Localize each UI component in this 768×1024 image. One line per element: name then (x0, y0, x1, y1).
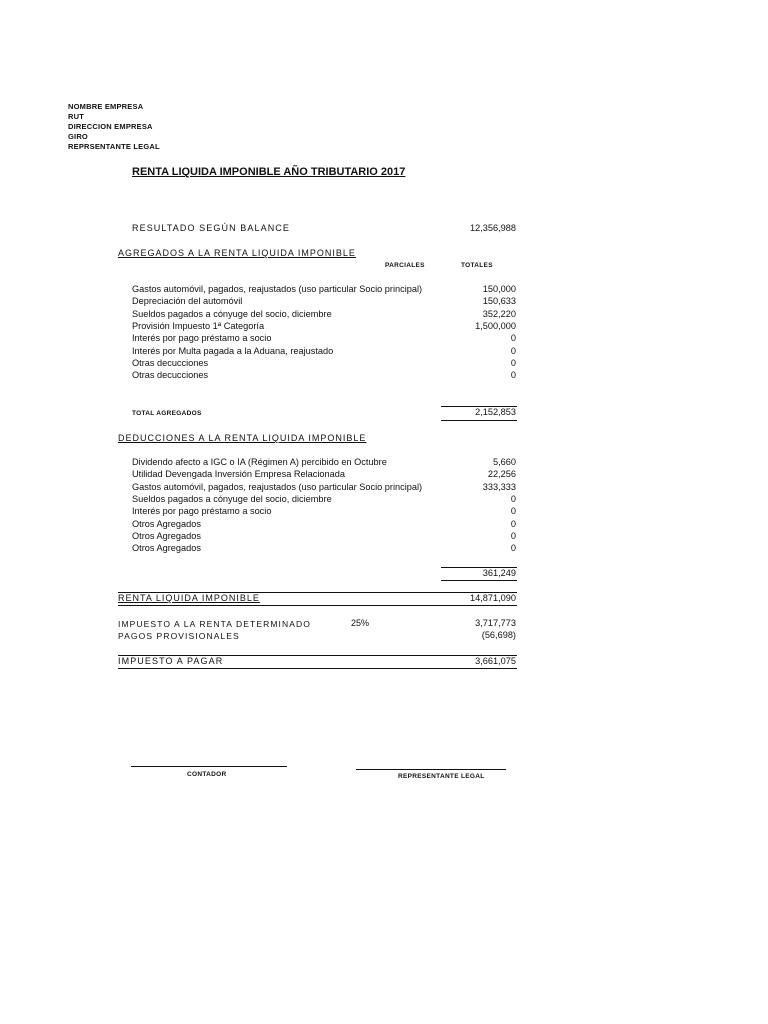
addition-row-label: Otras decucciones (132, 370, 209, 381)
addition-row-value: 150,633 (482, 296, 516, 307)
deduction-row (132, 543, 516, 555)
deduction-row-label: Dividendo afecto a IGC o IA (Régimen A) percibido en Octubre (132, 457, 387, 467)
addition-row (132, 284, 516, 296)
addition-row-label: Interés por pago préstamo a socio (132, 333, 272, 344)
addition-row-value: 150,000 (482, 284, 516, 294)
deduction-row (132, 519, 516, 531)
deduction-row (132, 482, 516, 494)
deduction-row-value: 5,660 (493, 457, 516, 467)
deduction-row (132, 457, 516, 469)
company-rut: RUT (68, 112, 85, 121)
net-income-bottom-rule (118, 605, 517, 606)
additions-heading: AGREGADOS A LA RENTA LIQUIDA IMPONIBLE (118, 248, 356, 258)
partials-column-header: PARCIALES (385, 262, 425, 269)
addition-row-label: Depreciación del automóvil (132, 296, 243, 307)
addition-row (132, 296, 516, 308)
addition-row-value: 0 (510, 370, 516, 381)
addition-row-value: 352,220 (482, 308, 516, 319)
addition-row-label: Sueldos pagados a cónyuge del socio, diciembre (132, 308, 332, 319)
deduction-row-value: 22,256 (487, 469, 516, 480)
balance-result-value: 12,356,988 (470, 223, 516, 233)
addition-row (132, 358, 516, 370)
addition-row (132, 346, 516, 358)
page-title: RENTA LIQUIDA IMPONIBLE AÑO TRIBUTARIO 2017 (132, 166, 406, 178)
deduction-row-value: 0 (510, 518, 516, 529)
addition-row-label: Gastos automóvil, pagados, reajustados (uso particular Socio principal) (132, 284, 423, 294)
deduction-row-label: Interés por pago préstamo a socio (132, 506, 272, 517)
additions-total-underline (441, 420, 517, 421)
totals-column-header: TOTALES (461, 262, 493, 269)
addition-row-value: 1,500,000 (475, 320, 516, 331)
deduction-row-value: 0 (510, 506, 516, 517)
deductions-total-underline (441, 580, 517, 581)
deduction-row-label: Otros Agregados (132, 518, 201, 529)
legal-rep-signature-line (356, 769, 506, 770)
additions-total-label: TOTAL AGREGADOS (132, 410, 202, 417)
deduction-row-label: Sueldos pagados a cónyuge del socio, diciembre (132, 493, 332, 504)
deduction-row-value: 0 (510, 493, 516, 504)
accountant-signature-line (131, 766, 287, 767)
provisional-payments-value: (56,698) (481, 630, 516, 640)
deduction-row-label: Otros Agregados (132, 530, 201, 541)
addition-row-label: Provisión Impuesto 1ª Categoría (132, 320, 265, 331)
net-income-label: RENTA LIQUIDA IMPONIBLE (118, 593, 260, 603)
tax-rate: 25% (351, 618, 370, 628)
deduction-row (132, 494, 516, 506)
balance-result-row (132, 223, 516, 235)
deduction-row (132, 531, 516, 543)
deductions-total-value: 361,249 (482, 568, 516, 578)
company-legal-rep: REPRSENTANTE LEGAL (68, 142, 160, 151)
additions-total-value: 2,152,853 (475, 407, 516, 417)
addition-row-label: Otras decucciones (132, 357, 209, 368)
deduction-row-value: 0 (510, 530, 516, 541)
provisional-payments-label: PAGOS PROVISIONALES (118, 631, 240, 641)
tax-determined-value: 3,717,773 (475, 618, 516, 628)
addition-row (132, 309, 516, 321)
addition-row-value: 0 (510, 345, 516, 356)
deduction-row-label: Utilidad Devengada Inversión Empresa Relacionada (132, 469, 345, 480)
tax-determined-label: IMPUESTO A LA RENTA DETERMINADO (118, 619, 311, 629)
deduction-row-value: 333,333 (482, 481, 516, 492)
deductions-heading: DEDUCCIONES A LA RENTA LIQUIDA IMPONIBLE (118, 433, 367, 443)
deduction-row-label: Otros Agregados (132, 543, 201, 554)
addition-row-value: 0 (510, 333, 516, 344)
company-name: NOMBRE EMPRESA (68, 102, 144, 111)
company-business-line: GIRO (68, 132, 88, 141)
company-address: DIRECCION EMPRESA (68, 122, 153, 131)
legal-rep-label: REPRESENTANTE LEGAL (398, 773, 485, 780)
deduction-row-label: Gastos automóvil, pagados, reajustados (uso particular Socio principal) (132, 481, 423, 492)
accountant-label: CONTADOR (187, 771, 227, 778)
deduction-row (132, 506, 516, 518)
deduction-row-value: 0 (510, 543, 516, 554)
addition-row (132, 333, 516, 345)
tax-payable-value: 3,661,075 (475, 656, 516, 666)
addition-row (132, 370, 516, 382)
balance-result-label: RESULTADO SEGÚN BALANCE (132, 223, 290, 233)
addition-row (132, 321, 516, 333)
net-income-value: 14,871,090 (470, 593, 516, 603)
tax-payable-label: IMPUESTO A PAGAR (118, 656, 224, 666)
addition-row-label: Interés por Multa pagada a la Aduana, reajustado (132, 345, 334, 356)
deduction-row (132, 469, 516, 481)
addition-row-value: 0 (510, 357, 516, 368)
tax-payable-bottom-rule (118, 668, 517, 669)
